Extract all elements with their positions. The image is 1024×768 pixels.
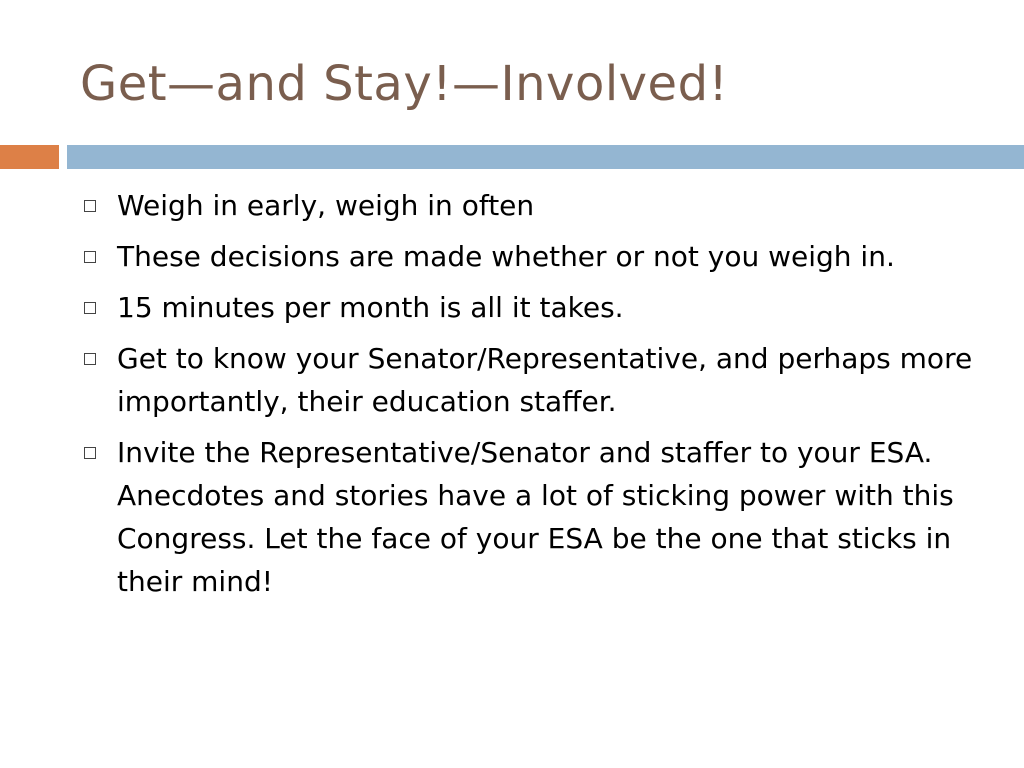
bullet-list [80, 184, 980, 611]
hollow-square-icon [84, 447, 96, 459]
bullet-item [80, 431, 980, 603]
bullet-text: These decisions are made whether or not you weigh in. [117, 240, 895, 273]
bullet-text: Get to know your Senator/Representative, and perhaps more importantly, their education staffer. [117, 342, 973, 418]
bullet-text: Invite the Representative/Senator and staffer to your ESA. Anecdotes and stories have a lot of sticking power with this Congress. Let the face of your ESA be the one that sticks in their mind! [117, 436, 954, 598]
bullet-item [80, 337, 980, 423]
slide-title: Get—and Stay!—Involved! [80, 56, 729, 112]
bullet-item [80, 235, 980, 278]
hollow-square-icon [84, 200, 96, 212]
hollow-square-icon [84, 302, 96, 314]
divider-bar [67, 145, 1024, 169]
bullet-item [80, 184, 980, 227]
bullet-text: 15 minutes per month is all it takes. [117, 291, 624, 324]
hollow-square-icon [84, 353, 96, 365]
bullet-text: Weigh in early, weigh in often [117, 189, 535, 222]
hollow-square-icon [84, 251, 96, 263]
bullet-item [80, 286, 980, 329]
accent-bar [0, 145, 59, 169]
